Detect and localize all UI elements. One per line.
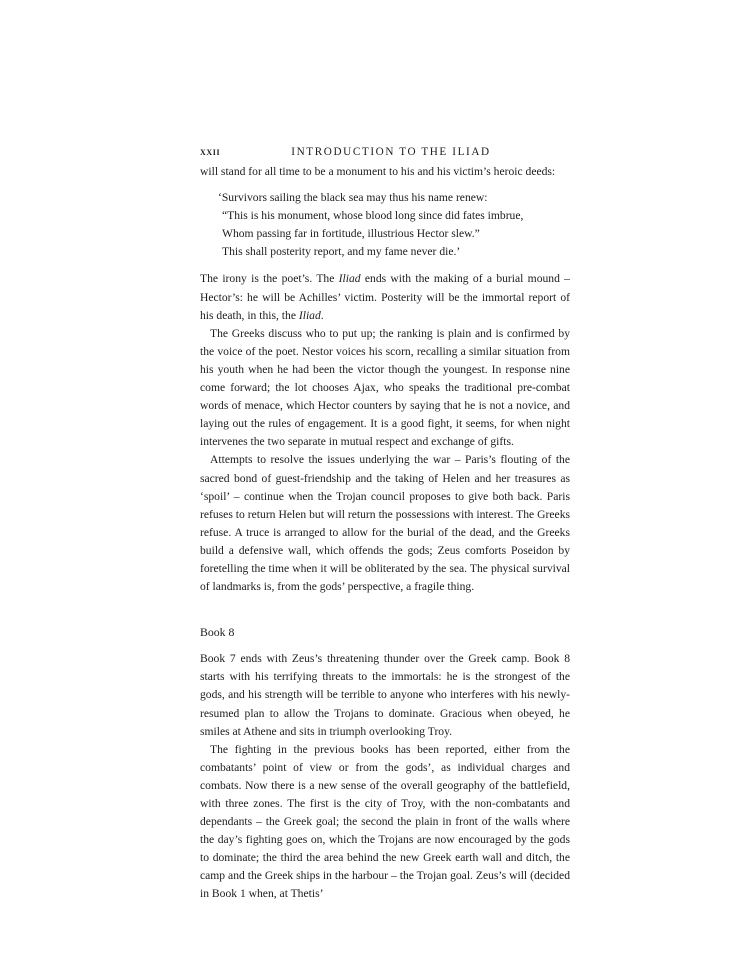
running-head-title: INTRODUCTION TO THE ILIAD [291, 146, 491, 158]
page-number: xxii [200, 146, 221, 158]
title-iliad: Iliad [298, 308, 321, 322]
verse-line: This shall posterity report, and my fame never die.’ [222, 245, 461, 259]
paragraph-book7: Book 7 ends with Zeus’s threatening thunder over the Greek camp. Book 8 starts with his terrifying threats to the immortals: he is the strongest of the gods, and his strength will be terrible to anyone who interferes with his newly-resumed plan to allow the Trojans to dominate. Gracious when obeyed, he smiles at Athene and sits in triumph overlooking Troy. [200, 652, 570, 738]
paragraph-attempts: Attempts to resolve the issues underlying the war – Paris’s flouting of the sacred bond of guest-friendship and the taking of Helen and her treasures as ‘spoil’ – continue when the Trojan council proposes to give both back. Paris refuses to return Helen but will return the possessions with interest. The Greeks refuse. A truce is arranged to allow for the burial of the dead, and the Greeks build a defensive wall, which offends the gods; Zeus comforts Poseidon by foretelling the time when it will be obliterated by the sea. The physical survival of landmarks is, from the gods’ perspective, a fragile thing. [200, 453, 570, 594]
text-run: ends with the making of a burial mound – Hector’s: he will be Achilles’ victim. Posterity will be the immortal report of his death, in this, the [200, 272, 570, 322]
running-head [200, 143, 570, 161]
verse-quotation [218, 189, 570, 261]
text-run: The irony is the poet’s. The [200, 272, 339, 286]
paragraph-irony [200, 270, 570, 324]
section-heading: Book 8 [200, 625, 235, 640]
paragraph-greeks: The Greeks discuss who to put up; the ranking is plain and is confirmed by the voice of the poet. Nestor voices his scorn, recalling a similar situation from his youth when he had been the victor though the youngest. In response nine come forward; the lot chooses Ajax, who speaks the traditional pre-combat words of menace, which Hector counters by saying that he is not a novice, and laying out the rules of engagement. It is a good fight, it seems, for when night intervenes the two separate in mutual respect and exchange of gifts. [200, 326, 570, 449]
verse-line: ‘Survivors sailing the black sea may thus his name renew: [218, 191, 488, 205]
book-page [200, 143, 570, 904]
verse-line: Whom passing far in fortitude, illustrious Hector slew.” [222, 227, 480, 241]
title-iliad: Iliad [338, 272, 361, 286]
text-run: . [320, 308, 324, 322]
verse-line: “This is his monument, whose blood long since did fates imbrue, [222, 209, 524, 223]
paragraph-fighting: The fighting in the previous books has been reported, either from the combatants’ point of view or from the gods’, as individual charges and combats. Now there is a new sense of the overall geography of the battlefield, with three zones. The first is the city of Troy, with the non-combatants and dependants – the Greek goal; the second the plain in front of the walls where the day’s fighting goes on, which the Trojans are now encouraged by the gods to dominate; the third the area behind the new Greek earth wall and ditch, the camp and the Greek ships in the harbour – the Trojan goal. Zeus’s will (decided in Book 1 when, at Thetis’ [200, 742, 570, 901]
opening-line: will stand for all time to be a monument to his and his victim’s heroic deeds: [200, 165, 556, 178]
